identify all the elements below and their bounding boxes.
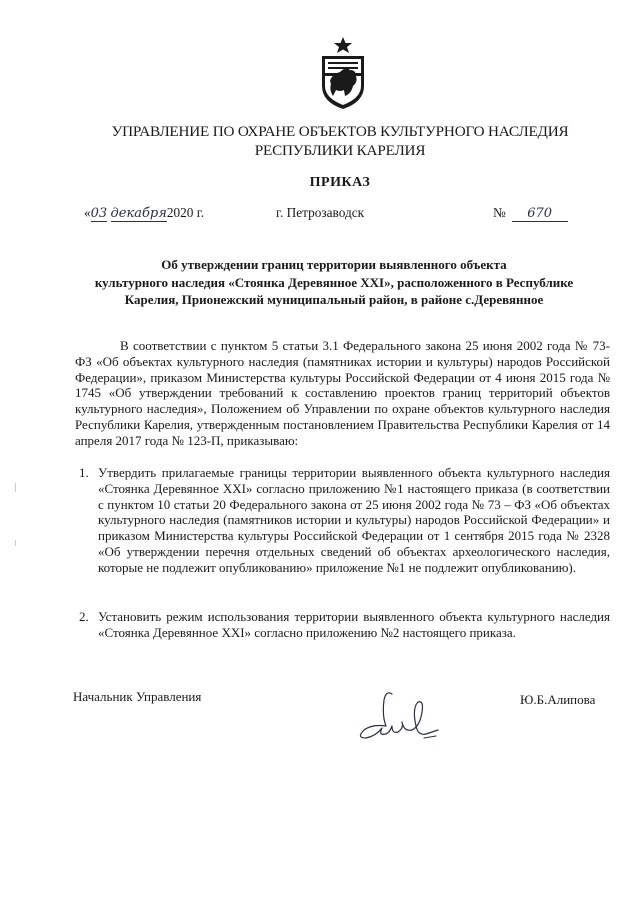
subject-line2: культурного наследия «Стоянка Деревянное XXI», расположенного в Республике	[94, 274, 574, 290]
document-city: г. Петрозаводск	[276, 205, 365, 220]
date-open-quote: «	[84, 205, 91, 220]
preamble-paragraph: В соответствии с пунктом 5 статьи 3.1 Федерального закона 25 июня 2002 года № 73-ФЗ «Об объектах культурного наследия (памятниках истории и культуры) народов Российской Федерации», приказом Министерства культуры Российской Федерации от 4 июня 2015 года № 1745 «Об утверждении требований к составлению проектов границ территорий объектов культурного наследия», Положением об Управлении по охране объектов культурного наследия Республики Карелия, утвержденным постановлением Правительства Республики Карелия от 14 апреля 2017 года № 123-П, приказываю:	[75, 338, 610, 448]
document-date	[84, 205, 204, 222]
document-subject	[74, 256, 594, 309]
subject-line3: Карелия, Прионежский муниципальный район, в районе с.Деревянное	[124, 292, 544, 307]
subject-line1: Об утверждении границ территории выявленного объекта	[161, 257, 507, 272]
org-name-line2: РЕСПУБЛИКИ КАРЕЛИЯ	[254, 142, 426, 159]
number-label: №	[493, 205, 506, 220]
scan-mark	[15, 540, 16, 546]
org-name-line1: УПРАВЛЕНИЕ ПО ОХРАНЕ ОБЪЕКТОВ КУЛЬТУРНОГО НАСЛЕДИЯ	[111, 123, 569, 140]
date-month: декабря	[110, 206, 167, 221]
date-day: 03	[90, 206, 108, 221]
order-item-text: Утвердить прилагаемые границы территории выявленного объекта культурного наследия «Стоянка Деревянное XXI» согласно приложению №1 настоящего приказа (в соответствии с пунктом 10 статьи 20 Федерального закона от 25 июня 2002 года № 73 – ФЗ «Об объектах культурного наследия (памятников истории и культуры) народов Российской Федерации» и приказом Министерства культуры Российской Федерации от 1 сентября 2015 года № 2328 «Об утверждении перечня отдельных сведений об объектах археологического наследия, которые не подлежит опубликованию» приложение №1 не подлежит опубликованию).	[98, 465, 610, 575]
date-year: 2020 г.	[166, 205, 205, 220]
document-number	[493, 205, 568, 222]
handwritten-signature	[342, 686, 442, 750]
scan-mark	[15, 483, 16, 492]
order-item-text: Установить режим использования территории выявленного объекта культурного наследия «Стоянка Деревянное XXI» согласно приложению №2 настоящего приказа.	[98, 609, 610, 640]
karelia-coat-of-arms-icon	[318, 36, 368, 110]
number-value: 670	[512, 206, 568, 222]
signatory-name: Ю.Б.Алипова	[520, 692, 596, 707]
signatory-title: Начальник Управления	[73, 689, 202, 704]
document-type: ПРИКАЗ	[309, 175, 371, 190]
order-item-number: 1.	[79, 465, 89, 480]
order-item-number: 2.	[79, 609, 89, 624]
